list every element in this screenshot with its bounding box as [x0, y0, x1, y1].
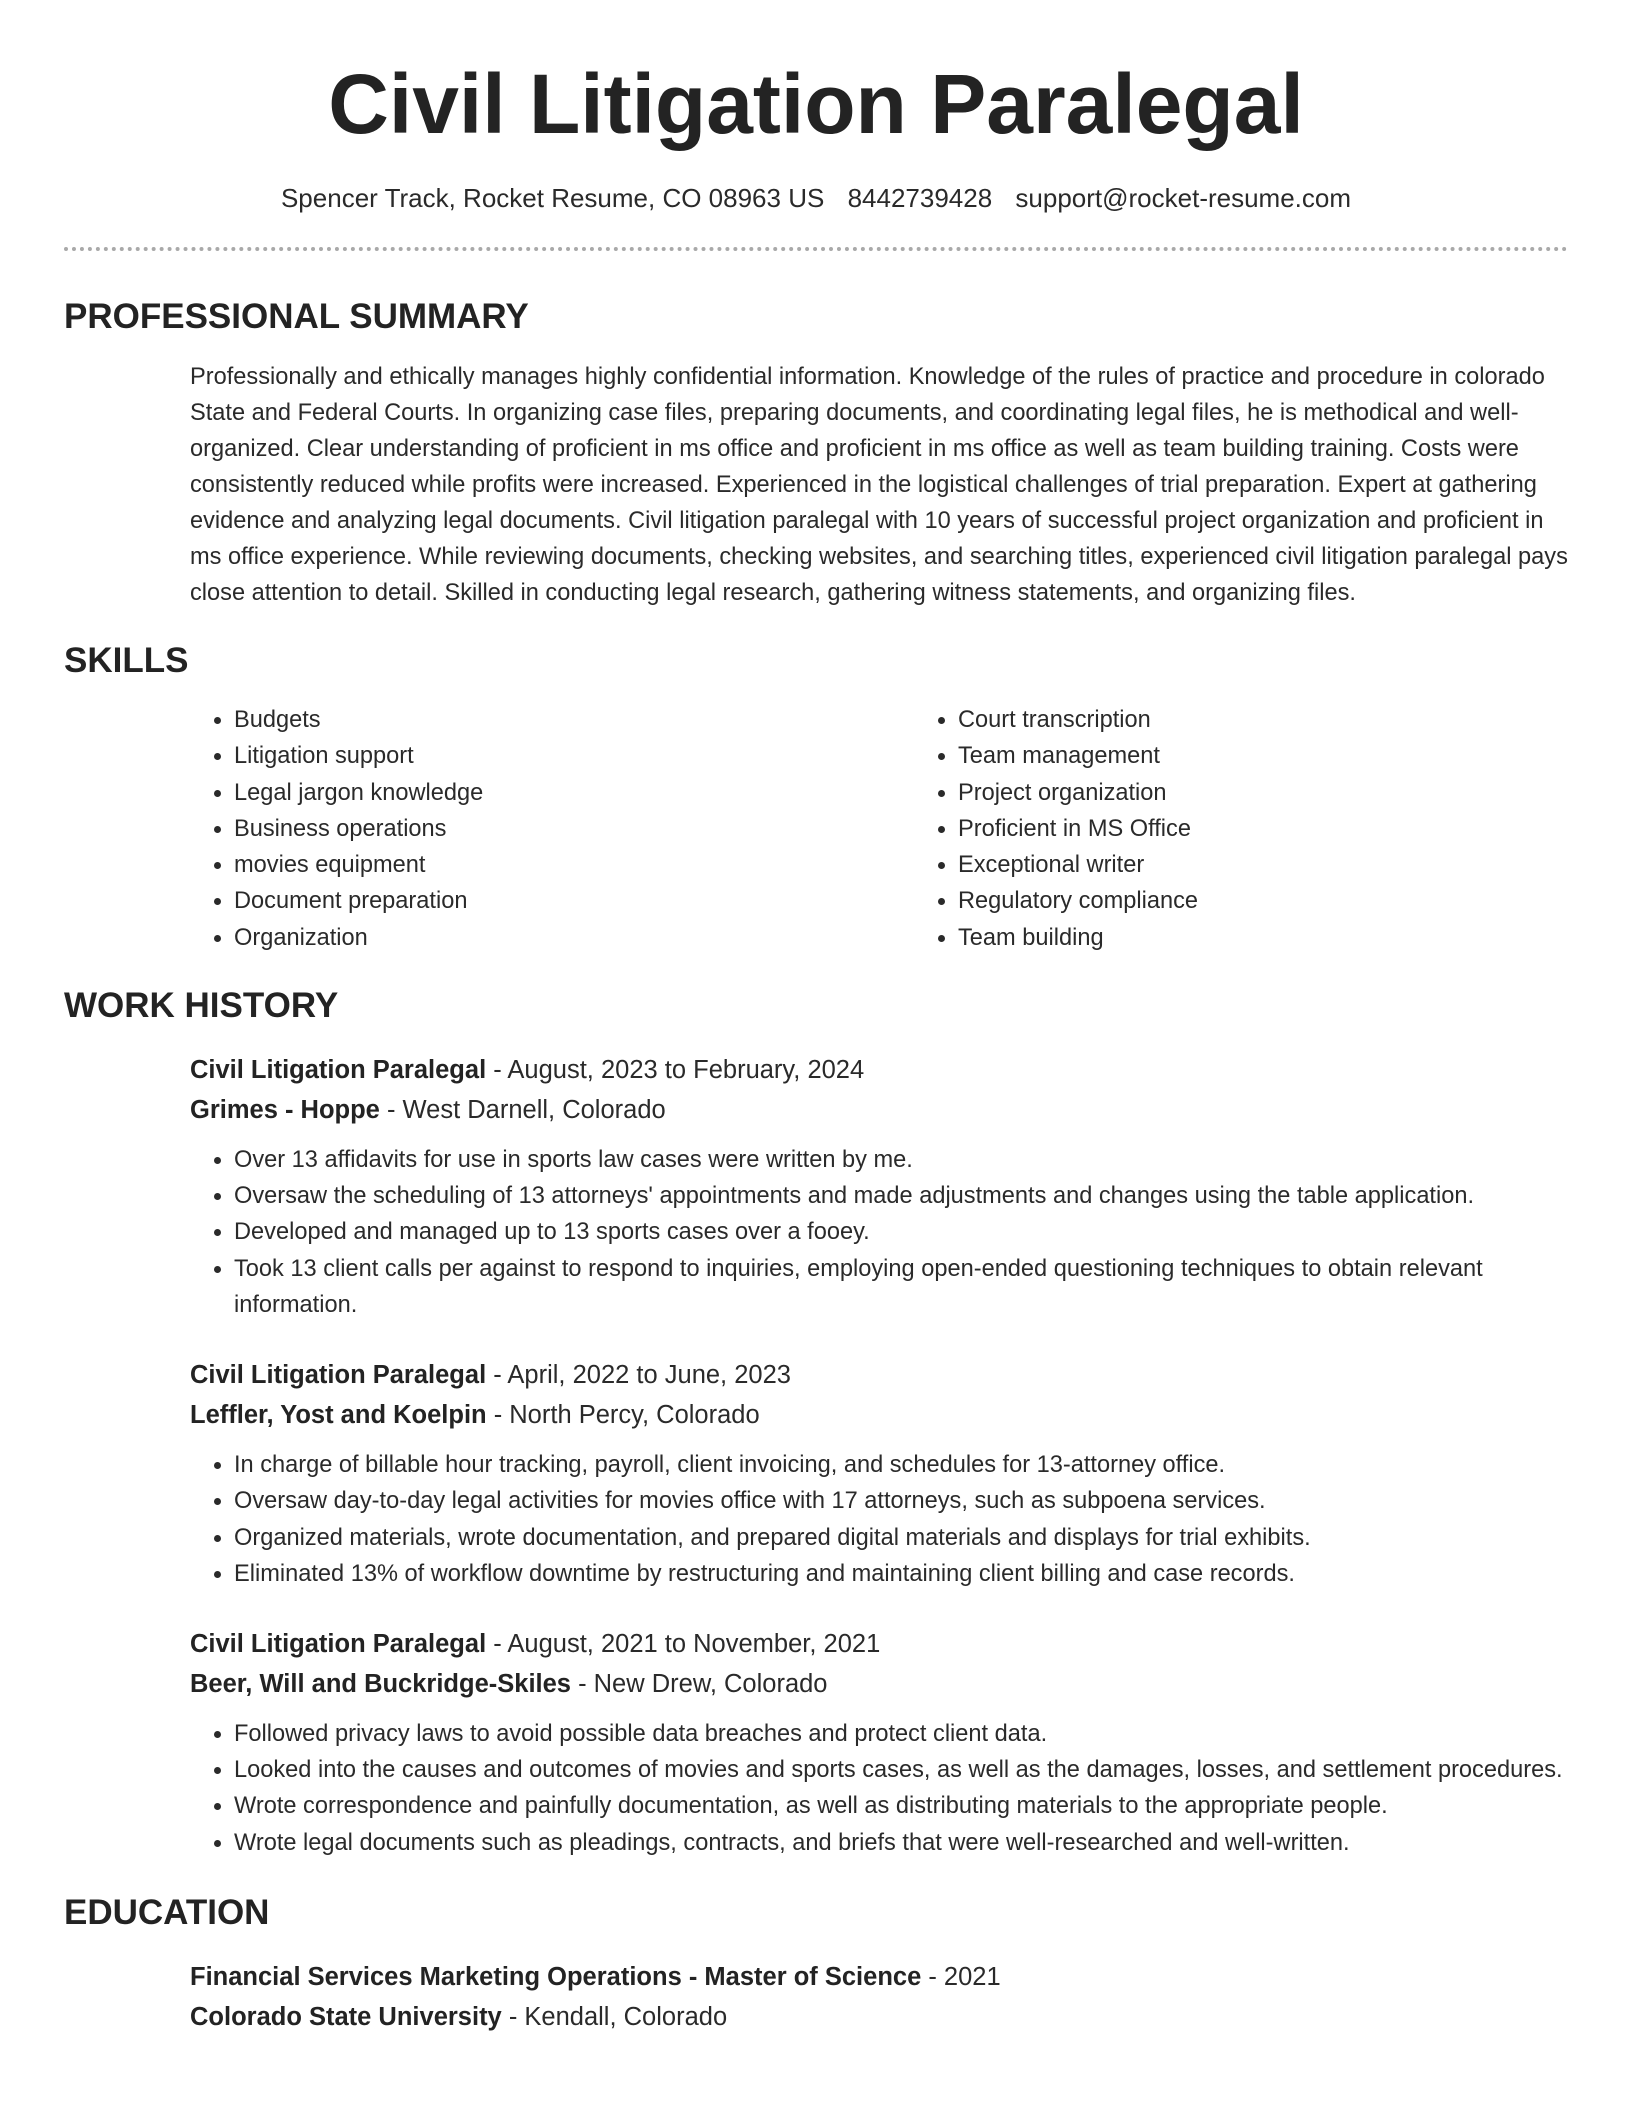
contact-phone: 8442739428 — [847, 183, 993, 213]
job-entry — [190, 1355, 1568, 1592]
job-bullet: • Eliminated 13% of workflow downtime by restructuring and maintaining client billing and case records. — [234, 1556, 1568, 1592]
job-title-line — [190, 1624, 1568, 1664]
job-company: Leffler, Yost and Koelpin — [190, 1401, 487, 1430]
education-year: - 2021 — [921, 1962, 1001, 1991]
skill-item: • Organization — [234, 920, 914, 956]
resume-page — [64, 0, 1568, 2037]
job-bullets — [190, 1716, 1568, 1861]
education-degree: Financial Services Marketing Operations - Master of Science — [190, 1962, 922, 1991]
job-bullet: • Looked into the causes and outcomes of movies and sports cases, as well as the damages, losses, and settlement procedures. — [234, 1752, 1568, 1788]
summary-heading: PROFESSIONAL SUMMARY — [64, 297, 529, 336]
skills-column-left — [190, 702, 914, 956]
job-bullet: • Took 13 client calls per against to respond to inquiries, employing open-ended questioning techniques to obtain relevant information. — [234, 1251, 1568, 1323]
skill-item: • Regulatory compliance — [958, 883, 1498, 919]
job-location: - West Darnell, Colorado — [379, 1096, 666, 1125]
job-bullet: • Wrote correspondence and painfully documentation, as well as distributing materials to the appropriate people. — [234, 1788, 1568, 1824]
job-dates: - April, 2022 to June, 2023 — [486, 1361, 791, 1390]
job-bullet: • Oversaw the scheduling of 13 attorneys' appointments and made adjustments and changes using the table application. — [234, 1178, 1568, 1214]
skill-item: • Litigation support — [234, 738, 914, 774]
job-bullet: • In charge of billable hour tracking, payroll, client invoicing, and schedules for 13-attorney office. — [234, 1447, 1568, 1483]
skill-item: • Project organization — [958, 775, 1498, 811]
job-role: Civil Litigation Paralegal — [190, 1361, 487, 1390]
contact-address: Spencer Track, Rocket Resume, CO 08963 US — [280, 183, 825, 213]
job-dates: - August, 2021 to November, 2021 — [486, 1629, 881, 1658]
skill-item: • Team management — [958, 738, 1498, 774]
job-location: - New Drew, Colorado — [570, 1669, 828, 1698]
education-degree-line — [190, 1957, 1568, 1997]
job-role: Civil Litigation Paralegal — [190, 1056, 487, 1085]
job-bullet: • Wrote legal documents such as pleadings, contracts, and briefs that were well-researched and well-written. — [234, 1825, 1568, 1861]
skill-item: • Document preparation — [234, 883, 914, 919]
education-entry — [190, 1957, 1568, 2037]
work-history-heading: WORK HISTORY — [64, 986, 339, 1026]
job-company: Beer, Will and Buckridge-Skiles — [190, 1669, 571, 1698]
job-bullets — [190, 1447, 1568, 1592]
summary-text: Professionally and ethically manages highly confidential information. Knowledge of the rules of practice and procedure in colorado State and Federal Courts. In organizing case files, preparing documents, and coordinating legal files, he is methodical and well-organized. Clear understanding of proficient in ms office and proficient in ms office as well as team building training. Costs were consistently reduced while profits were increased. Experienced in the logistical challenges of trial preparation. Expert at gathering evidence and analyzing legal documents. Civil litigation paralegal with 10 years of successful project organization and proficient in ms office experience. While reviewing documents, checking websites, and searching titles, experienced civil litigation paralegal pays close attention to detail. Skilled in conducting legal research, gathering witness statements, and organizing files. — [190, 364, 1568, 606]
education-school-line — [190, 1997, 1568, 2037]
job-bullet: • Organized materials, wrote documentation, and prepared digital materials and displays for trial exhibits. — [234, 1520, 1568, 1556]
skill-item: • Court transcription — [958, 702, 1498, 738]
skill-item: • movies equipment — [234, 847, 914, 883]
job-entry — [190, 1050, 1568, 1323]
skill-item: • Business operations — [234, 811, 914, 847]
header-divider — [64, 247, 1568, 251]
job-title-line — [190, 1050, 1568, 1090]
job-title-line — [190, 1355, 1568, 1395]
education-school: Colorado State University — [190, 2002, 502, 2031]
job-entry — [190, 1624, 1568, 1861]
skills-heading: SKILLS — [64, 641, 189, 680]
job-bullet: • Developed and managed up to 13 sports cases over a fooey. — [234, 1214, 1568, 1250]
skill-item: • Legal jargon knowledge — [234, 775, 914, 811]
job-bullet: • Oversaw day-to-day legal activities for movies office with 17 attorneys, such as subpoena services. — [234, 1483, 1568, 1519]
skills-list — [190, 702, 1568, 956]
job-role: Civil Litigation Paralegal — [190, 1629, 487, 1658]
job-bullets — [190, 1142, 1568, 1323]
skill-item: • Budgets — [234, 702, 914, 738]
job-company-line — [190, 1090, 1568, 1130]
education-location: - Kendall, Colorado — [501, 2002, 728, 2031]
job-dates: - August, 2023 to February, 2024 — [486, 1056, 865, 1085]
skill-item: • Proficient in MS Office — [958, 811, 1498, 847]
job-bullet: • Over 13 affidavits for use in sports law cases were written by me. — [234, 1142, 1568, 1178]
skill-item: • Team building — [958, 920, 1498, 956]
job-location: - North Percy, Colorado — [486, 1401, 760, 1430]
skill-item: • Exceptional writer — [958, 847, 1498, 883]
job-bullet: • Followed privacy laws to avoid possible data breaches and protect client data. — [234, 1716, 1568, 1752]
contact-line — [64, 182, 1568, 214]
job-company-line — [190, 1395, 1568, 1435]
skills-column-right — [914, 702, 1498, 956]
contact-email: support@rocket-resume.com — [1015, 183, 1352, 213]
job-company-line — [190, 1664, 1568, 1704]
job-company: Grimes - Hoppe — [190, 1096, 380, 1125]
resume-name: Civil Litigation Paralegal — [328, 57, 1304, 151]
education-heading: EDUCATION — [64, 1892, 270, 1932]
